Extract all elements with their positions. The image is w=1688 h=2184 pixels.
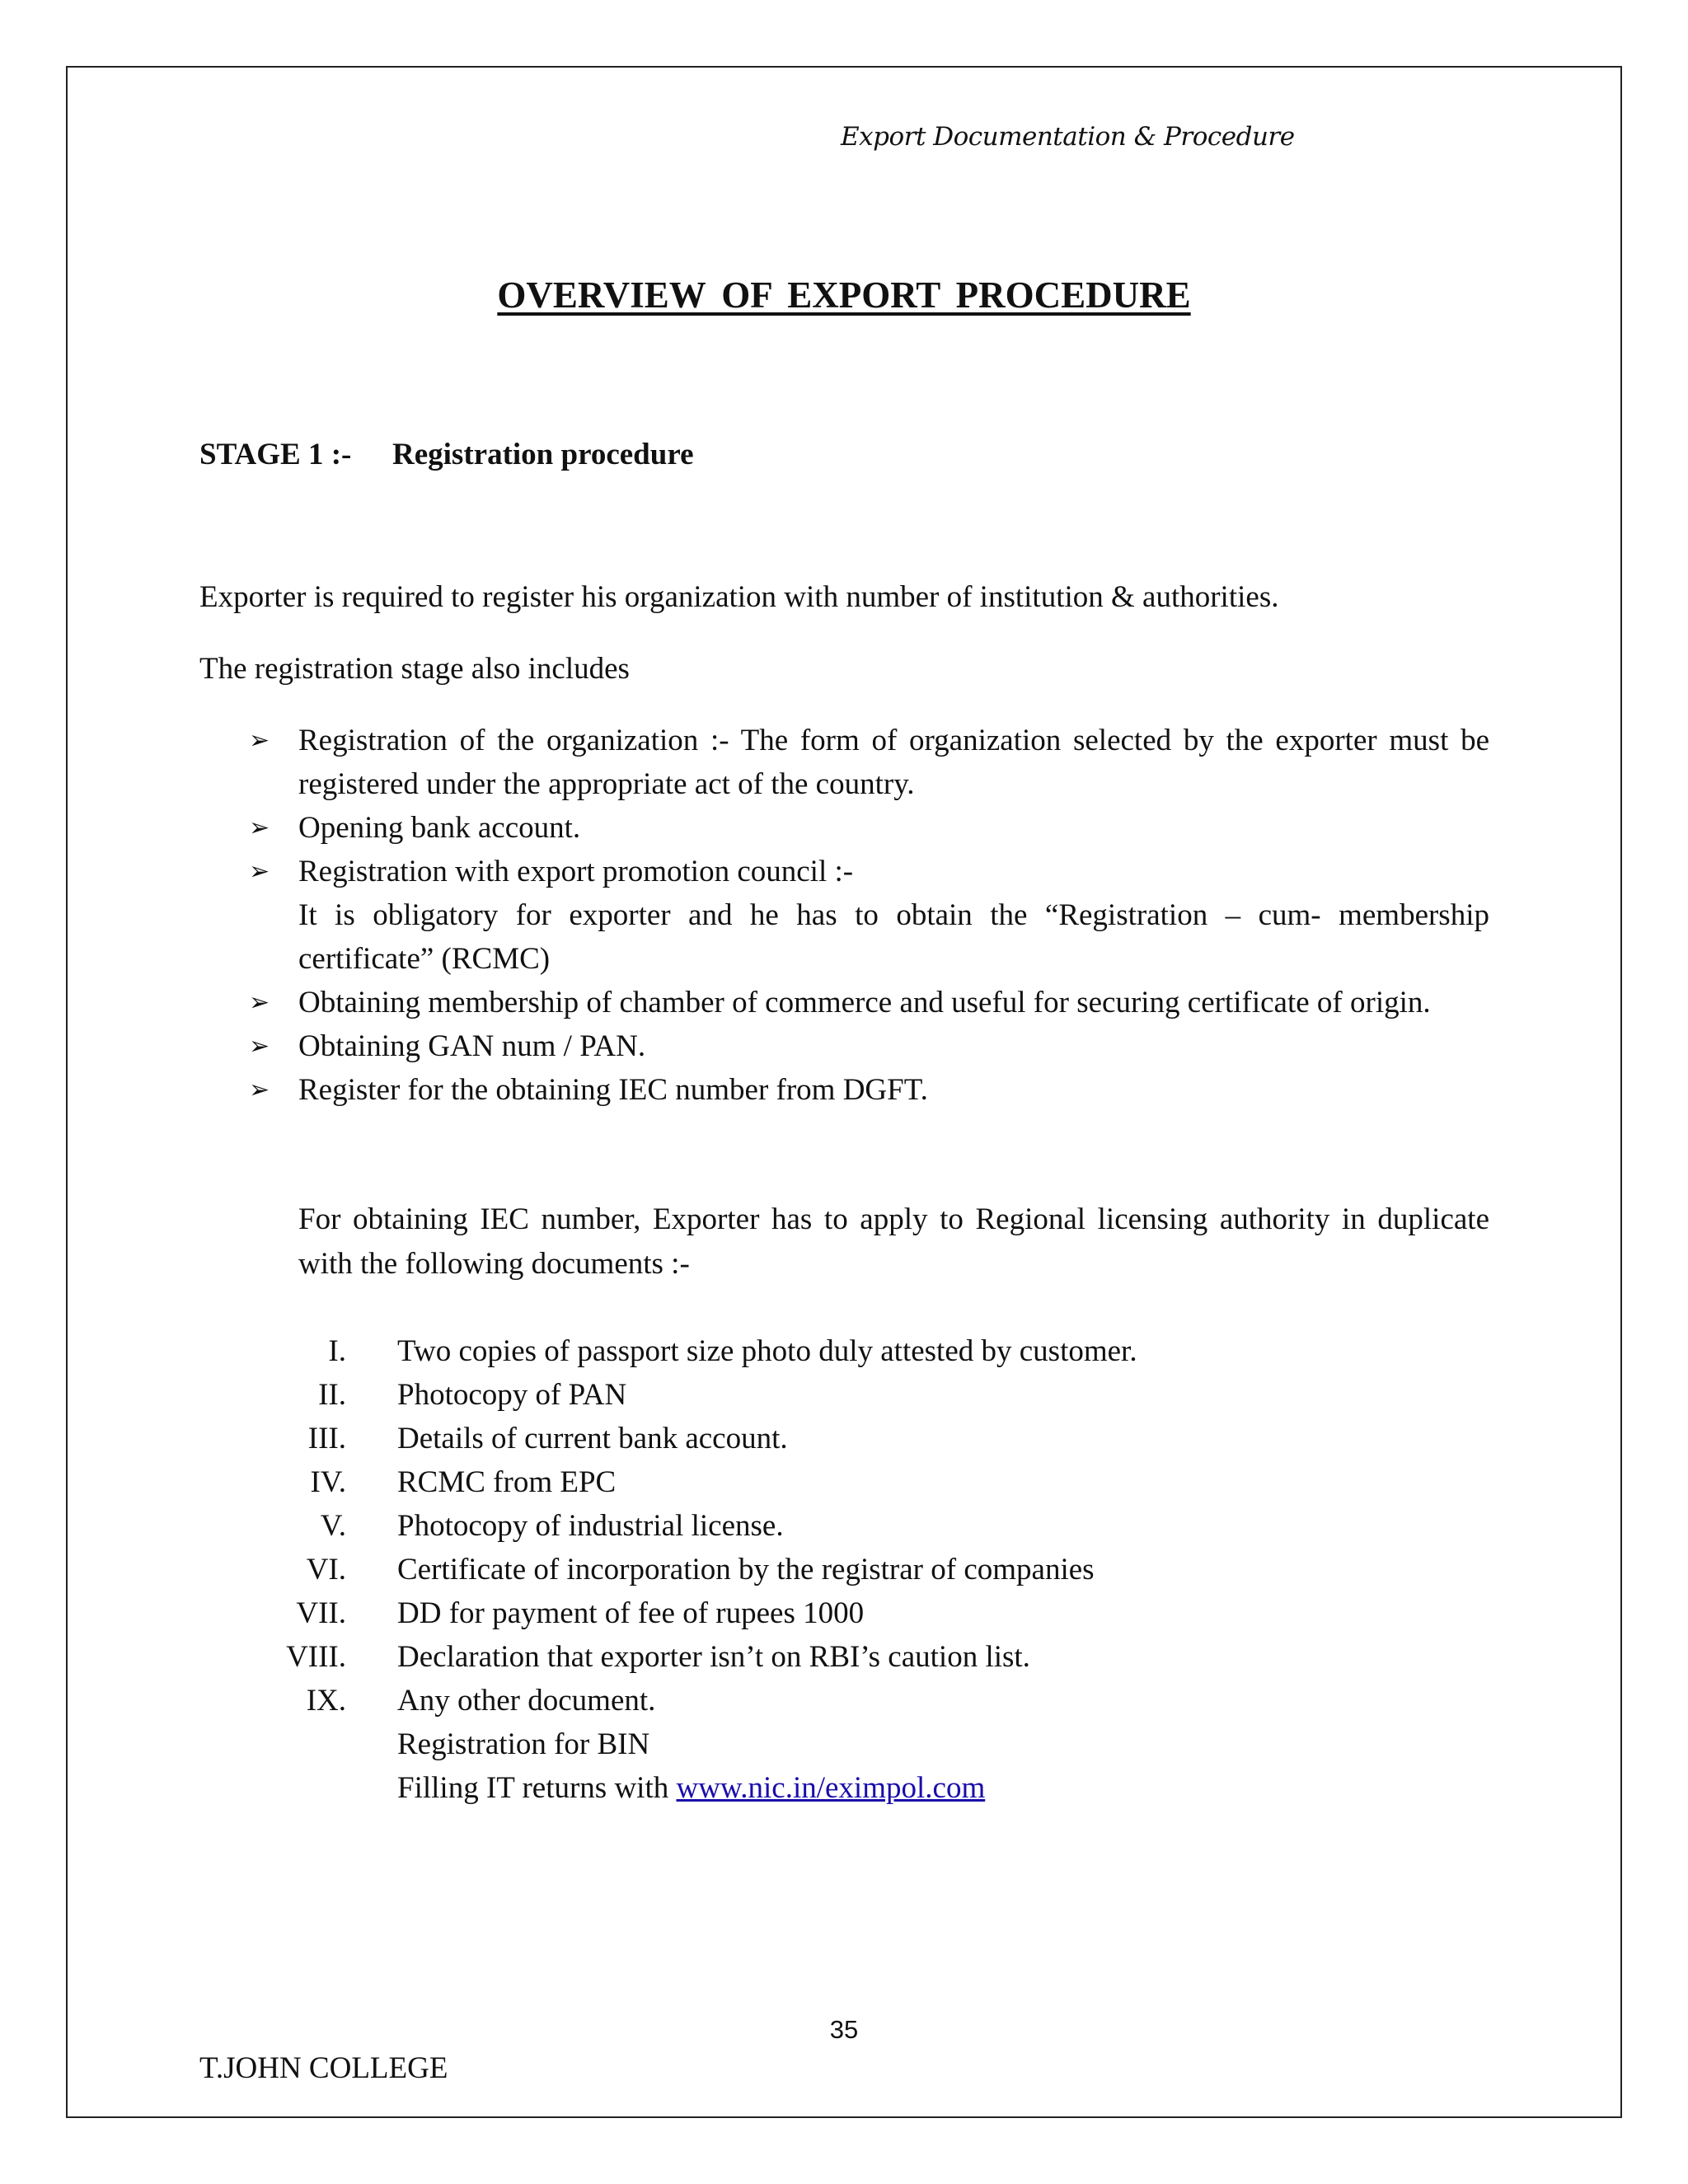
arrow-bullet-icon: ➢ (249, 988, 270, 1017)
list-text: Details of current bank account. (397, 1422, 788, 1455)
page-number: 35 (829, 2015, 859, 2044)
arrow-bullet-icon: ➢ (249, 1076, 270, 1104)
stage-name: Registration procedure (392, 438, 694, 471)
bullet-item (199, 1068, 1489, 1112)
intro-paragraph: The registration stage also includes (199, 652, 630, 686)
running-header: Export Documentation & Procedure (841, 122, 1295, 152)
list-text: Two copies of passport size photo duly attested by customer. (397, 1334, 1137, 1368)
list-text: RCMC from EPC (397, 1465, 617, 1499)
bullet-item (199, 1024, 1489, 1068)
list-numeral: II. (318, 1378, 346, 1412)
list-text: Any other document. (397, 1684, 656, 1718)
list-numeral: IV. (310, 1465, 346, 1499)
bullet-text: Registration with export promotion council :- (298, 855, 854, 888)
bullet-text: Obtaining membership of chamber of commerce and useful for securing certificate of origin. (298, 986, 1431, 1019)
list-text: DD for payment of fee of rupees 1000 (397, 1596, 865, 1630)
bullet-text: Opening bank account. (298, 811, 581, 845)
eximpol-link[interactable]: www.nic.in/eximpol.com (676, 1771, 986, 1805)
list-numeral: V. (320, 1509, 346, 1543)
stage-number: STAGE 1 :- (199, 438, 352, 471)
arrow-bullet-icon: ➢ (249, 1032, 270, 1061)
list-numeral: III. (307, 1422, 346, 1455)
bullet-text: Registration of the organization :- The form of organization selected by the exporter must be registered under the appropriate act of the country. (298, 724, 1489, 801)
list-numeral: IX. (306, 1684, 346, 1718)
list-text: Registration for BIN (397, 1727, 650, 1761)
page-title: OVERVIEW OF EXPORT PROCEDURE (497, 274, 1191, 316)
bullet-item (199, 719, 1489, 806)
bullet-subtext: It is obligatory for exporter and he has to obtain the “Registration – cum- membership certificate” (RCMC) (298, 898, 1489, 976)
arrow-bullet-icon: ➢ (249, 857, 270, 886)
bullet-item (199, 850, 1489, 981)
list-text: Certificate of incorporation by the registrar of companies (397, 1553, 1095, 1586)
list-numeral: I. (328, 1334, 346, 1368)
arrow-bullet-icon: ➢ (249, 813, 270, 842)
it-returns-prefix: Filling IT returns with (397, 1771, 677, 1805)
list-numeral: VIII. (286, 1640, 346, 1674)
bullet-item (199, 806, 1489, 850)
arrow-bullet-icon: ➢ (249, 726, 270, 755)
iec-paragraph: For obtaining IEC number, Exporter has to apply to Regional licensing authority in duplicate with the following documents :- (298, 1202, 1489, 1281)
it-returns-text (397, 1766, 985, 1810)
bullet-item (199, 981, 1489, 1024)
bullet-text: Obtaining GAN num / PAN. (298, 1029, 646, 1063)
list-text: Declaration that exporter isn’t on RBI’s caution list. (397, 1640, 1030, 1674)
list-numeral: VII. (296, 1596, 346, 1630)
bullet-text: Register for the obtaining IEC number from DGFT. (298, 1073, 928, 1107)
registration-bullet-list (199, 719, 1489, 1112)
list-text: Photocopy of PAN (397, 1378, 627, 1412)
intro-paragraph: Exporter is required to register his organization with number of institution & authorities. (199, 580, 1279, 614)
list-numeral: VI. (306, 1553, 346, 1586)
footer-college-name: T.JOHN COLLEGE (199, 2051, 448, 2085)
list-text: Photocopy of industrial license. (397, 1509, 784, 1543)
stage-heading (199, 437, 694, 472)
